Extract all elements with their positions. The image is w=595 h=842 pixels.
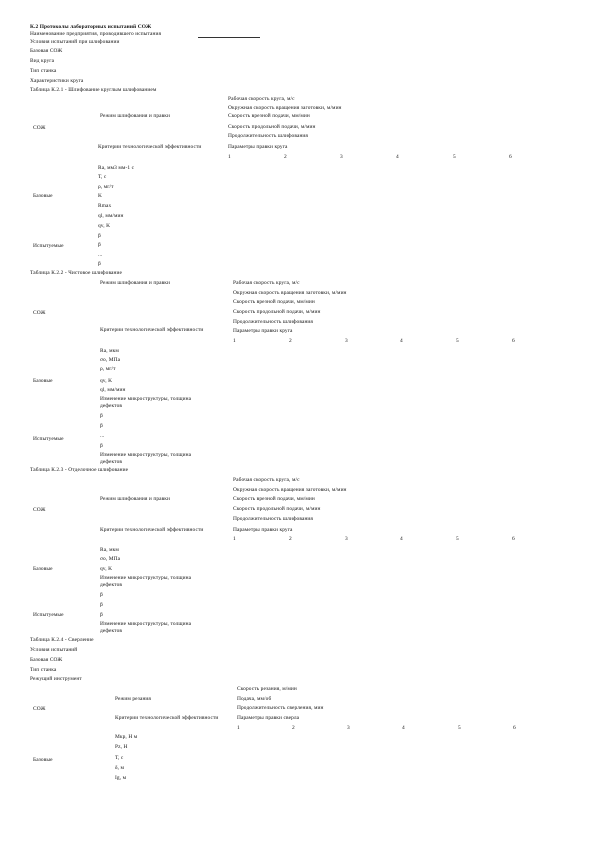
table-k21-param: Скорость врезной подачи, мм/мин <box>228 113 310 119</box>
table-k23-criteria-label: Критерии технологической эффективности <box>100 527 204 533</box>
table-k24-col-5: 5 <box>458 725 461 731</box>
table-k21-row: T, c <box>98 174 107 180</box>
table-k24-col-4: 4 <box>402 725 405 731</box>
table-k22-row: дефектов <box>100 403 123 409</box>
table-k24-mode-label: Режим резания <box>115 696 152 702</box>
table-k21-row: ... <box>98 252 103 258</box>
table-k21-param: Скорость продольной подачи, м/мин <box>228 124 316 130</box>
table-k22-row: дефектов <box>100 459 123 465</box>
organization-label: Наименование предприятия, проводившего испытания <box>30 31 162 37</box>
table-k24-row: δ, м <box>115 765 125 771</box>
table-k22-mode-label: Режим шлифования и правки <box>100 280 171 286</box>
intro-line-4: Тип станка <box>30 68 57 74</box>
table-k22-row: β <box>100 413 103 419</box>
table-k22-row: β <box>100 443 103 449</box>
table-k23-row: qv, K <box>100 566 113 572</box>
table-k22-row: Изменение микроструктуры, толщина <box>100 452 192 458</box>
table-k23-row: дефектов <box>100 628 123 634</box>
table-k23-row: Ra, мкм <box>100 547 119 553</box>
table-k21-col-4: 4 <box>396 154 399 160</box>
table-k23-col-1: 1 <box>233 536 236 542</box>
table-k22-param: Окружная скорость вращения заготовки, м/мин <box>233 290 347 296</box>
table-k24-col-6: 6 <box>513 725 516 731</box>
table-k24-pre-line: Условия испытаний <box>30 647 78 653</box>
table-k23-row: дефектов <box>100 582 123 588</box>
table-k23-row: β <box>100 602 103 608</box>
table-k23-soj-label: СОЖ <box>33 507 46 513</box>
table-k22-col-5: 5 <box>456 338 459 344</box>
table-k22-row: qv, K <box>100 378 113 384</box>
table-k24-col-1: 1 <box>237 725 240 731</box>
table-k21-soj-label: СОЖ <box>33 125 46 131</box>
table-k24-param: Подача, мм/об <box>237 696 272 702</box>
table-k21-row: Rmax <box>98 203 112 209</box>
table-k21-criteria-label: Критерии технологической эффективности <box>98 144 202 150</box>
table-k23-param: Рабочая скорость круга, м/с <box>233 477 300 483</box>
table-k22-soj-label: СОЖ <box>33 310 46 316</box>
table-k22-col-2: 2 <box>289 338 292 344</box>
table-k24-criteria-label: Критерии технологической эффективности <box>115 715 219 721</box>
table-k24-caption: Таблица К.2.4 - Сверление <box>30 637 94 643</box>
table-k22-col-4: 4 <box>400 338 403 344</box>
table-k24-row: Ig, м <box>115 775 127 781</box>
table-k21-base-label: Базовые <box>33 193 53 199</box>
table-k21-test-label: Испытуемые <box>33 243 64 249</box>
table-k21-param: Продолжительность шлифования <box>228 133 309 139</box>
table-k24-pre-line: Тип станка <box>30 667 57 673</box>
table-k23-col-5: 5 <box>456 536 459 542</box>
table-k21-row: Ra, мм3 мм-1 с <box>98 165 135 171</box>
table-k22-col-3: 3 <box>345 338 348 344</box>
table-k24-row: Mкр, Н м <box>115 734 138 740</box>
table-k22-param: Скорость продольной подачи, м/мин <box>233 309 321 315</box>
table-k23-caption: Таблица К.2.3 - Отделочное шлифование <box>30 467 129 473</box>
table-k22-row: β <box>100 423 103 429</box>
table-k22-col-1: 1 <box>233 338 236 344</box>
table-k23-col-2: 2 <box>289 536 292 542</box>
table-k21-row: ρ, мг/т <box>98 184 114 190</box>
table-k21-row: K <box>98 193 103 199</box>
table-k23-base-label: Базовые <box>33 566 53 572</box>
table-k24-col-2: 2 <box>292 725 295 731</box>
table-k23-mode-label: Режим шлифования и правки <box>100 496 171 502</box>
intro-line-3: Вид круга <box>30 58 55 64</box>
table-k22-criteria-label: Критерии технологической эффективности <box>100 327 204 333</box>
table-k21-caption: Таблица К.2.1 - Шлифование круглым шлифованием <box>30 87 157 93</box>
table-k24-row: Pz, Н <box>115 744 128 750</box>
table-k22-param: Параметры правки круга <box>233 328 293 334</box>
table-k21-row: β <box>98 242 101 248</box>
table-k23-row: Изменение микроструктуры, толщина <box>100 575 192 581</box>
table-k24-base-label: Базовые <box>33 757 53 763</box>
table-k22-base-label: Базовые <box>33 378 53 384</box>
table-k22-row: ... <box>100 433 105 439</box>
table-k23-row: σо, МПа <box>100 556 121 562</box>
table-k21-col-6: 6 <box>509 154 512 160</box>
intro-line-1: Условия испытаний при шлифовании <box>30 39 120 45</box>
table-k24-col-3: 3 <box>347 725 350 731</box>
table-k22-param: Рабочая скорость круга, м/с <box>233 280 300 286</box>
table-k23-col-4: 4 <box>400 536 403 542</box>
table-k21-col-3: 3 <box>340 154 343 160</box>
organization-blank-line <box>198 37 260 38</box>
section-heading: К.2 Протоколы лабораторных испытаний СОЖ <box>30 24 152 30</box>
table-k23-row: β <box>100 592 103 598</box>
table-k24-soj-label: СОЖ <box>33 706 46 712</box>
table-k21-row: β <box>98 261 101 267</box>
table-k21-col-2: 2 <box>284 154 287 160</box>
table-k23-param: Скорость врезной подачи, мм/мин <box>233 496 315 502</box>
table-k22-param: Скорость врезной подачи, мм/мин <box>233 299 315 305</box>
table-k24-param: Параметры правки сверла <box>237 715 300 721</box>
table-k21-param: Окружная скорость вращения заготовки, м/мин <box>228 105 342 111</box>
table-k21-row: qv, K <box>98 223 111 229</box>
intro-line-5: Характеристики круга <box>30 78 84 84</box>
intro-line-2: Базовая СОЖ <box>30 48 63 54</box>
table-k23-row: Изменение микроструктуры, толщина <box>100 621 192 627</box>
table-k23-param: Параметры правки круга <box>233 527 293 533</box>
table-k22-row: σо, МПа <box>100 357 121 363</box>
table-k21-row: β <box>98 233 101 239</box>
table-k21-col-1: 1 <box>228 154 231 160</box>
table-k21-param: Рабочая скорость круга, м/с <box>228 96 295 102</box>
table-k21-param: Параметры правки круга <box>228 144 288 150</box>
table-k22-caption: Таблица К.2.2 - Чистовое шлифование <box>30 270 123 276</box>
table-k23-test-label: Испытуемые <box>33 612 64 618</box>
table-k22-row: Изменение микроструктуры, толщина <box>100 396 192 402</box>
table-k22-row: Ra, мкм <box>100 348 119 354</box>
table-k22-row: ql, мм/мин <box>100 387 126 393</box>
table-k24-pre-line: Режущий инструмент <box>30 676 82 682</box>
table-k24-pre-line: Базовая СОЖ <box>30 657 63 663</box>
table-k23-col-6: 6 <box>512 536 515 542</box>
table-k22-param: Продолжительность шлифования <box>233 319 314 325</box>
table-k23-col-3: 3 <box>345 536 348 542</box>
table-k22-test-label: Испытуемые <box>33 436 64 442</box>
table-k21-col-5: 5 <box>453 154 456 160</box>
table-k23-param: Продолжительность шлифования <box>233 516 314 522</box>
table-k23-param: Скорость продольной подачи, м/мин <box>233 506 321 512</box>
table-k23-param: Окружная скорость вращения заготовки, м/мин <box>233 487 347 493</box>
table-k21-row: ql, мм/мин <box>98 213 124 219</box>
table-k22-col-6: 6 <box>512 338 515 344</box>
table-k23-row: β <box>100 612 103 618</box>
table-k24-row: T, c <box>115 755 124 761</box>
table-k24-param: Скорость резания, м/мин <box>237 686 297 692</box>
table-k22-row: ρ, мг/т <box>100 366 116 372</box>
table-k24-param: Продолжительность сверления, мин <box>237 705 324 711</box>
table-k21-mode-label: Режим шлифования и правки <box>100 113 171 119</box>
